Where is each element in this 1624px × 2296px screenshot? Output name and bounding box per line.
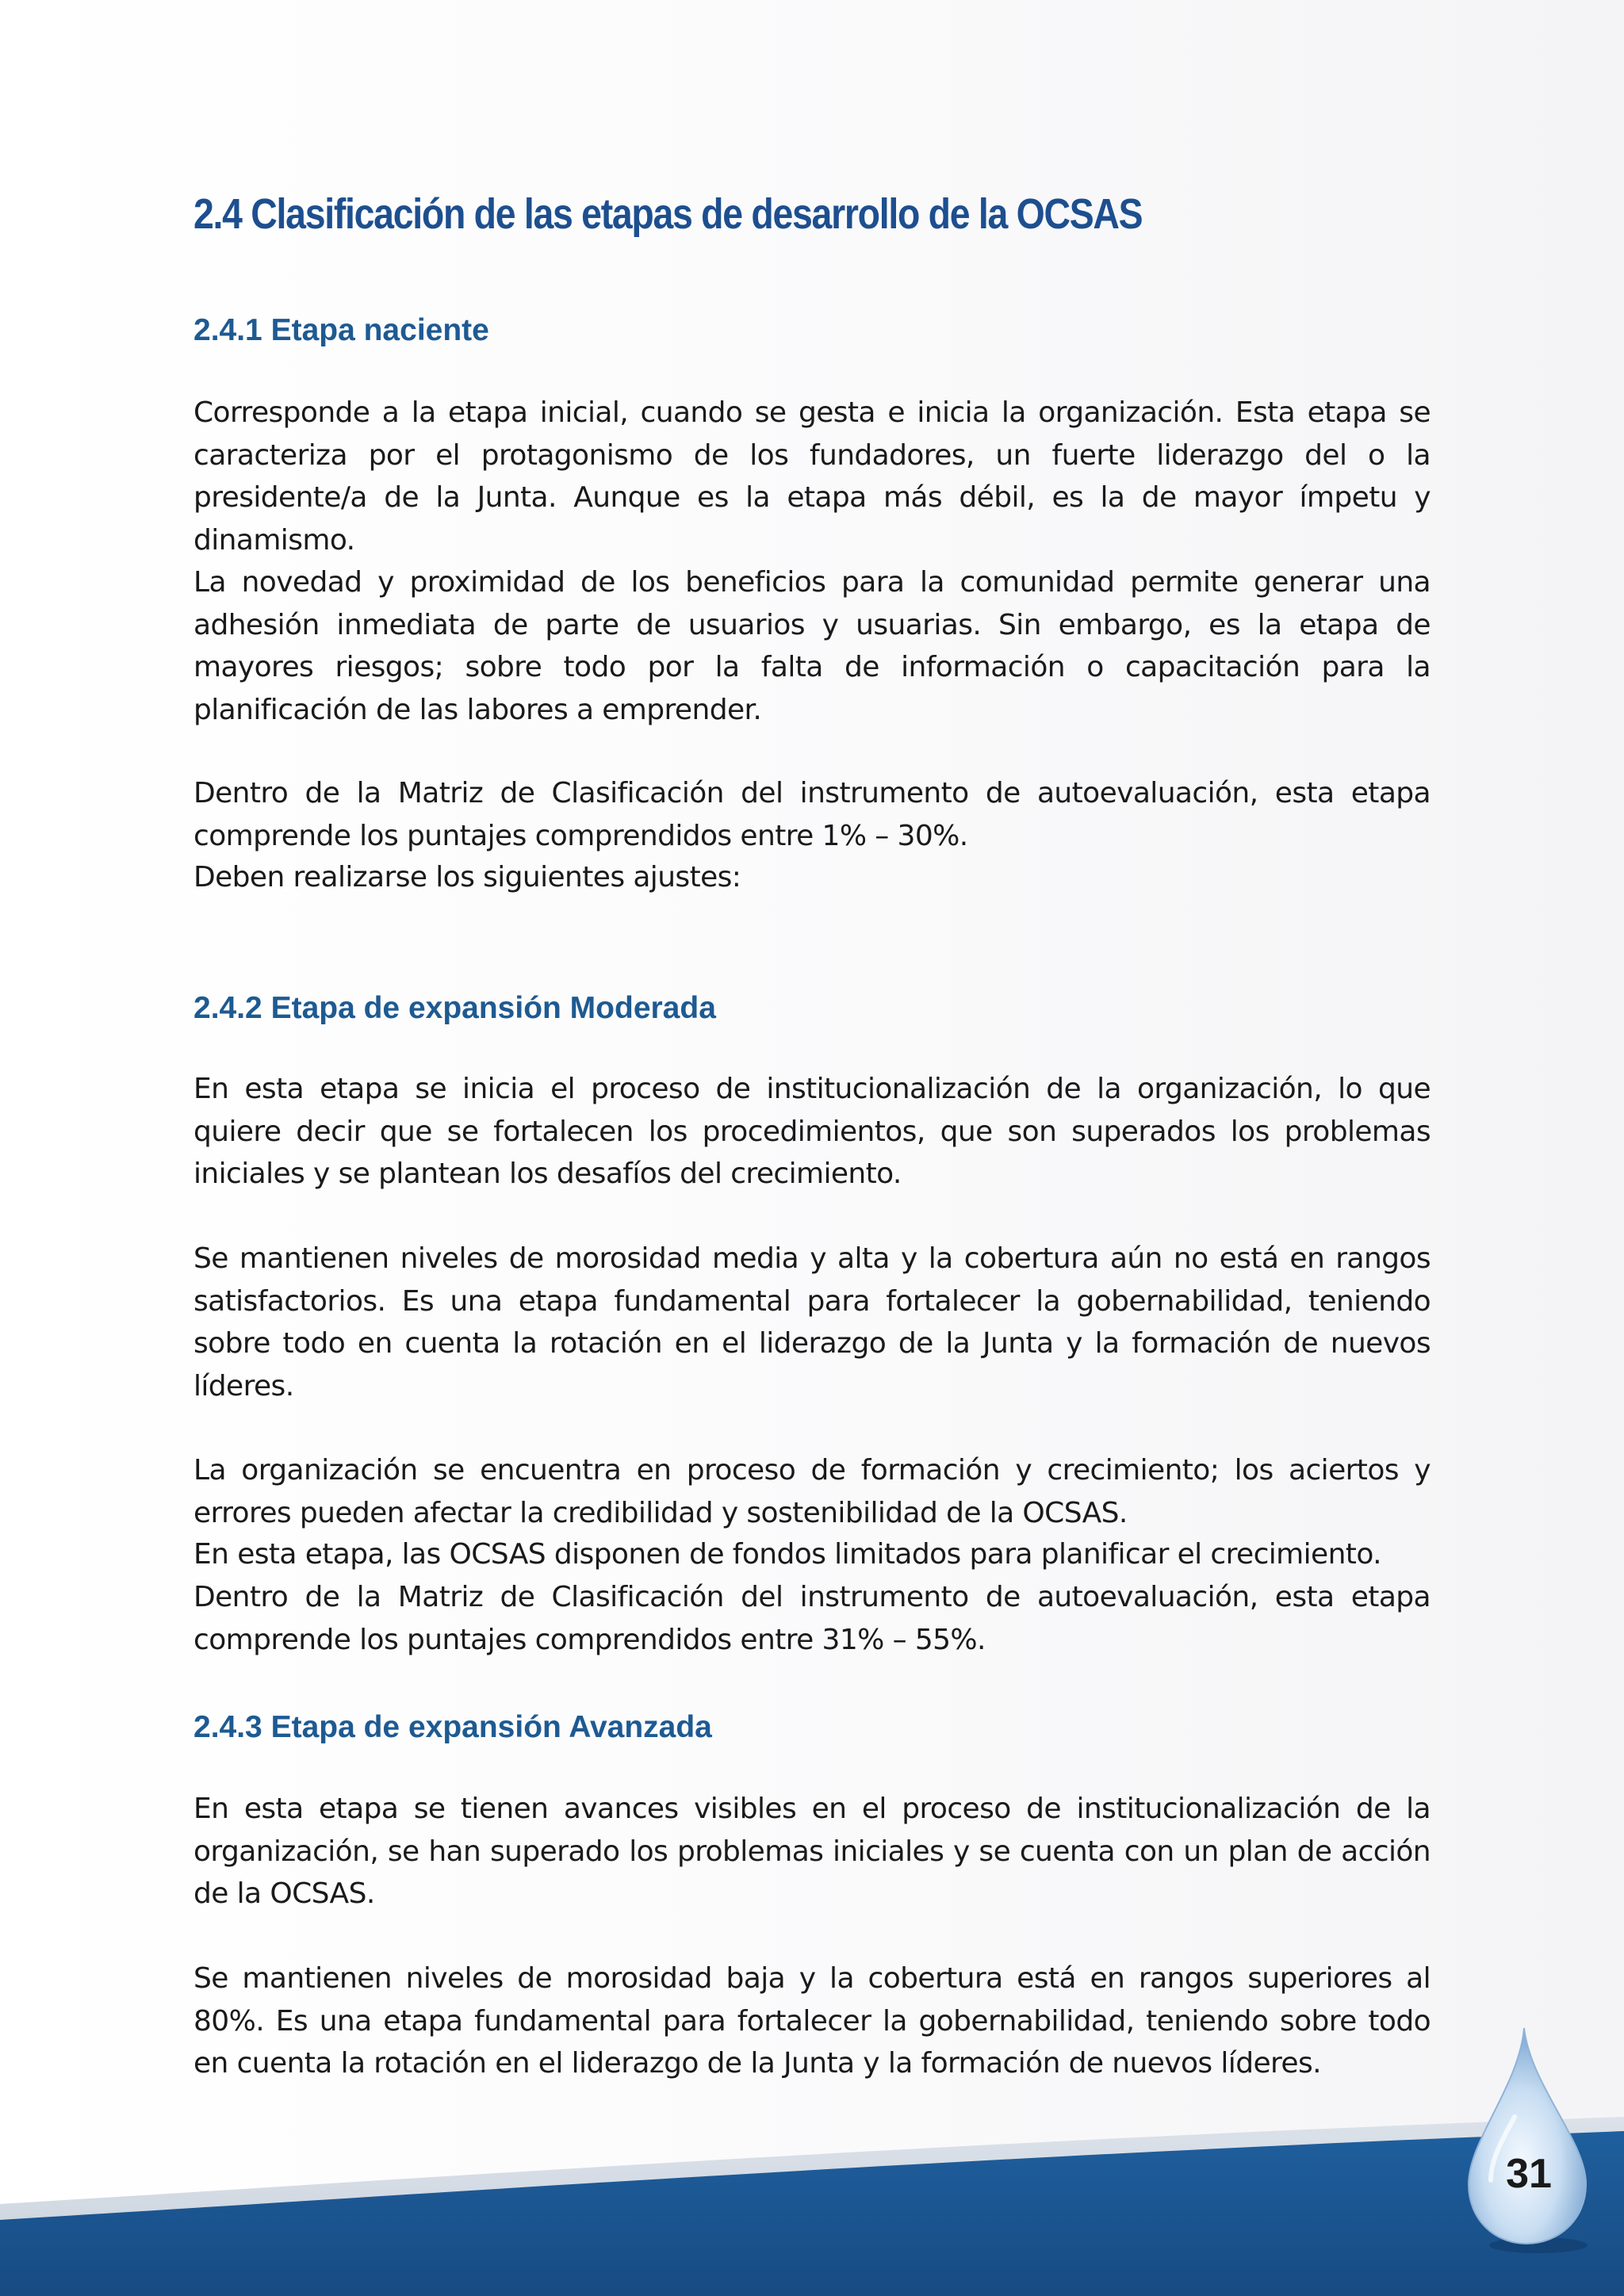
page-title: 2.4 Clasificación de las etapas de desarrollo de la OCSAS	[193, 190, 1143, 238]
paragraph-text: Dentro de la Matriz de Clasificación del instrumento de autoevaluación, esta etapa comprende los puntajes comprendidos entre 1% – 30%.	[193, 777, 1431, 852]
paragraph	[193, 856, 1431, 899]
paragraph-text: Se mantienen niveles de morosidad media y alta y la cobertura aún no está en rangos satisfactorios. Es una etapa fundamental para fortalecer la gobernabilidad, teniendo sobre todo en cuenta la rotación en el liderazgo de la Junta y la formación de nuevos líderes.	[193, 1242, 1431, 1402]
section-heading: 2.4.2 Etapa de expansión Moderada	[193, 991, 716, 1025]
section-heading-3	[193, 1706, 1431, 1749]
title-block	[193, 182, 1431, 246]
paragraph	[193, 1533, 1431, 1576]
section-heading: 2.4.1 Etapa naciente	[193, 313, 489, 347]
paragraph-text: La novedad y proximidad de los beneficios para la comunidad permite generar una adhesión inmediata de parte de usuarios y usuarias. Sin embargo, es la etapa de mayores riesgos; sobre todo por la falta de información o capacitación para la planificación de las labores a emprender.	[193, 566, 1431, 726]
paragraph-text: En esta etapa se inicia el proceso de institucionalización de la organización, lo que quiere decir que se fortalecen los procedimientos, que son superados los problemas iniciales y se plantean los desafíos del crecimiento.	[193, 1073, 1431, 1190]
paragraph-text: Dentro de la Matriz de Clasificación del instrumento de autoevaluación, esta etapa comprende los puntajes comprendidos entre 31% – 55%.	[193, 1581, 1431, 1656]
paragraph	[193, 1238, 1431, 1407]
paragraph-text: En esta etapa se tienen avances visibles en el proceso de institucionalización de la organización, se han superado los problemas iniciales y se cuenta con un plan de acción de la OCSAS.	[193, 1793, 1431, 1910]
paragraph	[193, 772, 1431, 857]
paragraph-text: Se mantienen niveles de morosidad baja y la cobertura está en rangos superiores al 80%. Es una etapa fundamental para fortalecer la gobernabilidad, teniendo sobre todo en cuenta la rotación en el liderazgo de la Junta y la formación de nuevos líderes.	[193, 1962, 1431, 2080]
paragraph-text: La organización se encuentra en proceso de formación y crecimiento; los aciertos y errores pueden afectar la credibilidad y sostenibilidad de la OCSAS.	[193, 1454, 1431, 1529]
paragraph	[193, 392, 1431, 561]
paragraph	[193, 1576, 1431, 1661]
footer-wave-band	[0, 2093, 1624, 2296]
paragraph	[193, 561, 1431, 731]
section-heading: 2.4.3 Etapa de expansión Avanzada	[193, 1710, 712, 1744]
paragraph-text: Deben realizarse los siguientes ajustes:	[193, 861, 741, 894]
water-drop-icon	[1459, 2022, 1598, 2260]
paragraph	[193, 1957, 1431, 2085]
paragraph	[193, 1449, 1431, 1534]
section-heading-2	[193, 987, 1431, 1030]
paragraph	[193, 1788, 1431, 1915]
page-number: 31	[1506, 2151, 1552, 2197]
paragraph-text: En esta etapa, las OCSAS disponen de fondos limitados para planificar el crecimiento.	[193, 1538, 1381, 1571]
paragraph	[193, 1068, 1431, 1196]
section-heading-1	[193, 309, 1431, 352]
paragraph-text: Corresponde a la etapa inicial, cuando se gesta e inicia la organización. Esta etapa se caracteriza por el protagonismo de los fundadores, un fuerte liderazgo del o la presidente/a de la Junta. Aunque es la etapa más débil, es la de mayor ímpetu y dinamismo.	[193, 396, 1431, 557]
